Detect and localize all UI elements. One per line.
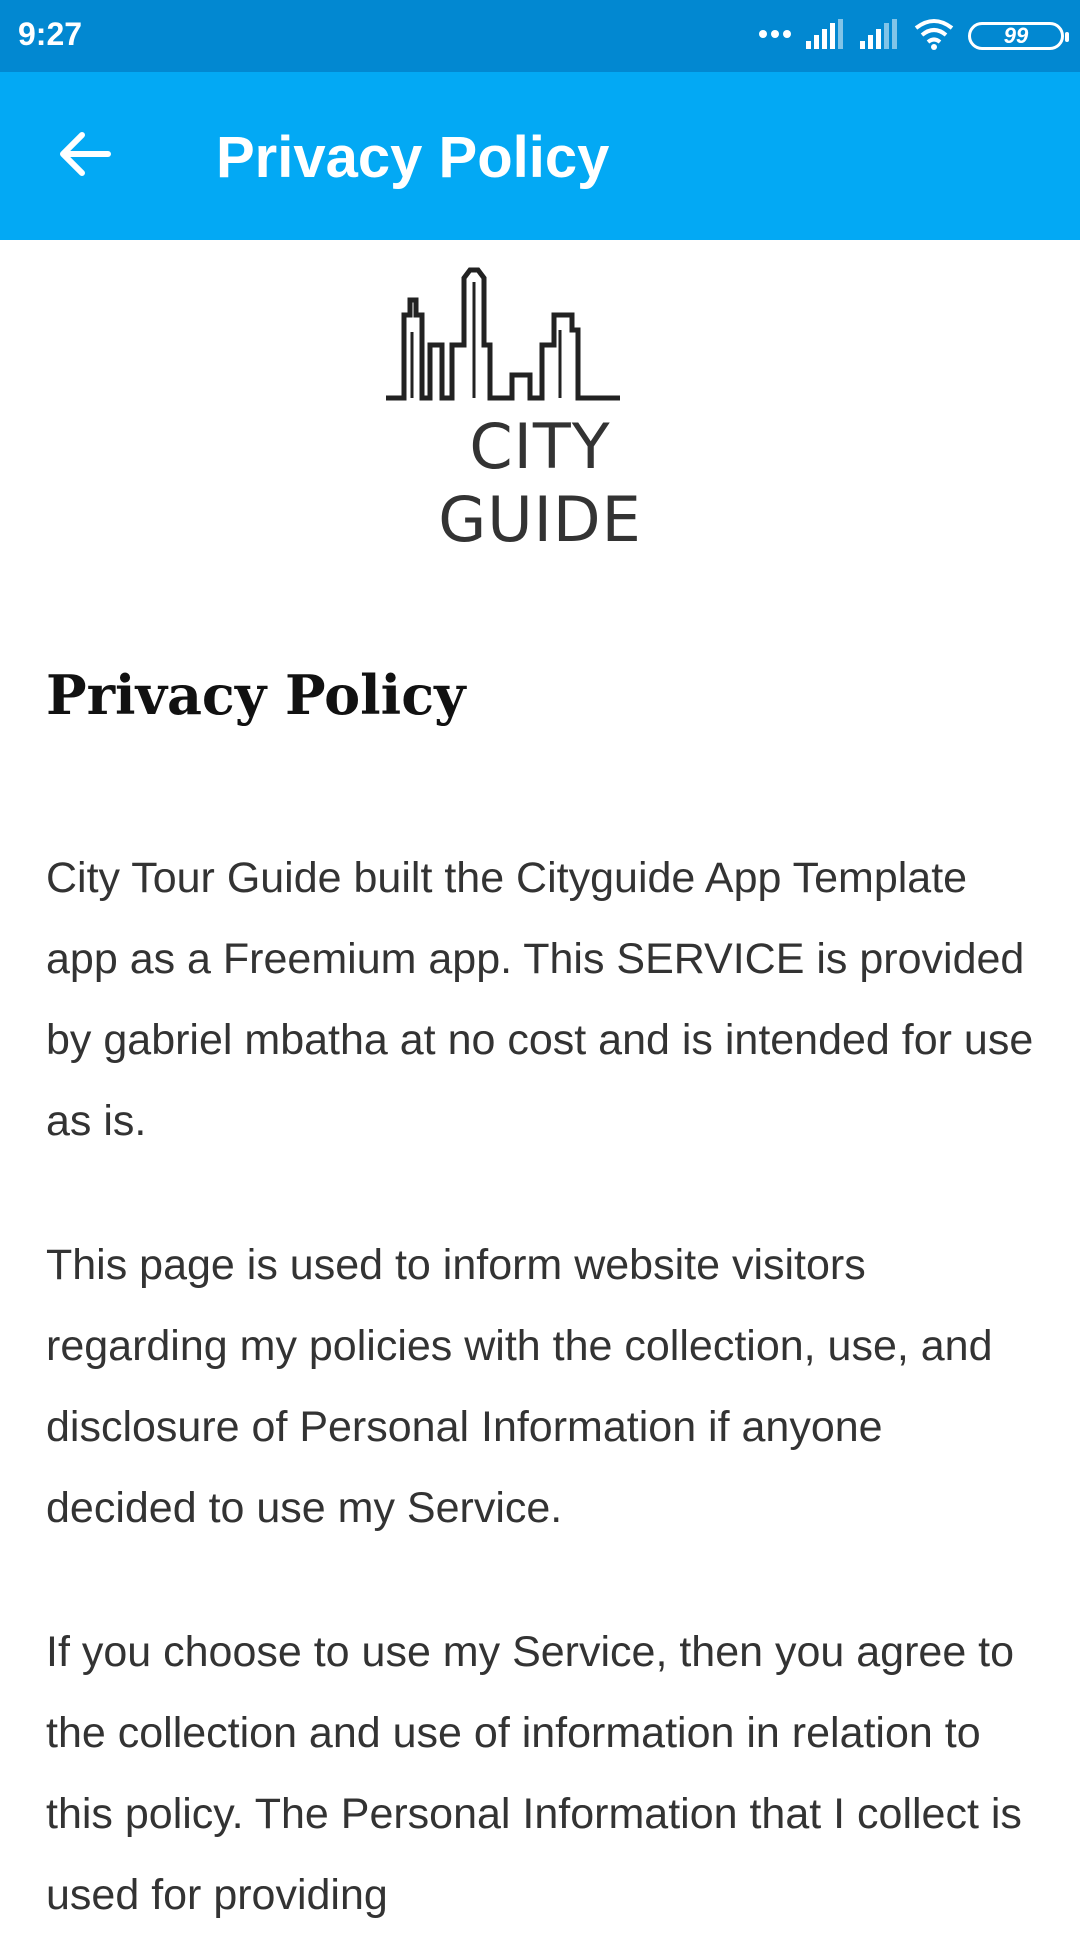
policy-heading: Privacy Policy: [46, 663, 466, 727]
city-guide-logo: [360, 260, 720, 556]
policy-content: [46, 650, 1036, 1936]
app-bar: [0, 72, 1080, 240]
back-button[interactable]: [44, 116, 124, 196]
page-title: Privacy Policy: [216, 125, 610, 190]
battery-icon: 99: [968, 22, 1064, 50]
logo-text: CITY GUIDE: [438, 410, 642, 556]
status-bar: [0, 0, 1080, 72]
policy-paragraph: If you choose to use my Service, then you agree to the collection and use of information in relation to this policy. The Personal Information that I collect is used for providing: [46, 1628, 1022, 1919]
status-icons: [758, 18, 1064, 54]
arrow-left-icon: [56, 130, 112, 183]
signal-icon: [860, 19, 900, 54]
policy-paragraph: City Tour Guide built the Cityguide App Template app as a Freemium app. This SERVICE is provided by gabriel mbatha at no cost and is intended for use as is.: [46, 854, 1034, 1145]
wifi-icon: [914, 18, 954, 55]
signal-icon: [806, 19, 846, 54]
policy-paragraph: This page is used to inform website visitors regarding my policies with the collection, use, and disclosure of Personal Information if anyone decided to use my Service.: [46, 1241, 993, 1532]
more-dots-icon: [758, 27, 792, 45]
status-time: 9:27: [18, 16, 83, 52]
skyline-icon: [360, 260, 720, 410]
